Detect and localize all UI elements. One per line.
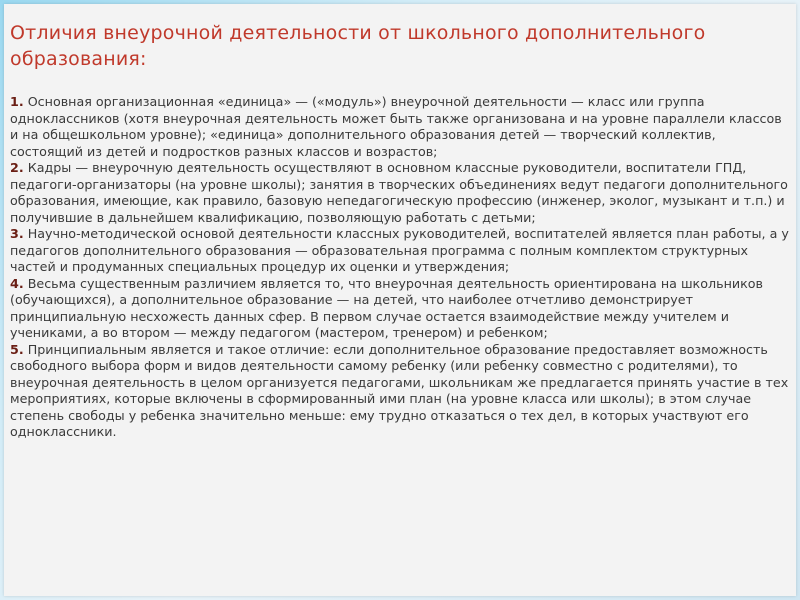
title-line-2: образования:	[10, 48, 147, 70]
point-text: Принципиальным является и такое отличие: если дополнительное образование предоставляет возможность свободного выбора форм и видов деятельности самому ребенку (или ребенку совместно с родителями), то внеурочная деятельность в целом организуется педагогами, школьникам же предлагается принять участие в тех мероприятиях, которые включены в сформированный ими план (на уровне класса или школы); в этом случае степень свободы у ребенка значительно меньше: ему трудно отказаться о тех дел, в которых участвуют его одноклассники.	[10, 341, 789, 439]
point-text: Научно-методической основой деятельности классных руководителей, воспитателей является план работы, а у педагогов дополнительного образования — образовательная программа с полным комплектом структурных частей и продуманных специальных процедур их оценки и утверждения;	[10, 226, 789, 274]
slide	[4, 4, 796, 596]
point-5	[10, 342, 790, 441]
point-number: 2.	[10, 160, 24, 175]
point-text: Основная организационная «единица» — («модуль») внеурочной деятельности — класс или группа одноклассников (хотя внеурочная деятельность может быть также организована и на уровне параллели классов и на общешкольном уровне); «единица» дополнительного образования детей — творческий коллектив, состоящий из детей и подростков разных классов и возрастов;	[10, 94, 782, 159]
slide-content	[10, 94, 790, 441]
point-text: Весьма существенным различием является то, что внеурочная деятельность ориентирована на школьников (обучающихся), а дополнительное образование — на детей, что наиболее отчетливо демонстрирует принципиальную несхожесть данных сфер. В первом случае остается взаимодействие между учителем и учениками, а во втором — между педагогом (мастером, тренером) и ребенком;	[10, 275, 764, 340]
point-number: 1.	[10, 94, 24, 109]
point-text: Кадры — внеурочную деятельность осуществляют в основном классные руководители, воспитатели ГПД, педагоги-организаторы (на уровне школы); занятия в творческих объединениях ведут педагоги дополнительного образования, имеющие, как правило, базовую непедагогическую профессию (инженер, эколог, музыкант и т.п.) и получившие в дальнейшем квалификацию, позволяющую работать с детьми;	[10, 160, 788, 225]
point-number: 5.	[10, 341, 24, 357]
point-2	[10, 160, 790, 226]
point-4	[10, 276, 790, 342]
point-1	[10, 94, 790, 160]
point-number: 3.	[10, 226, 24, 241]
point-3	[10, 226, 790, 276]
title-line-1: Отличия внеурочной деятельности от школьного дополнительного	[10, 22, 706, 44]
slide-title	[10, 20, 790, 72]
point-number: 4.	[10, 275, 24, 291]
